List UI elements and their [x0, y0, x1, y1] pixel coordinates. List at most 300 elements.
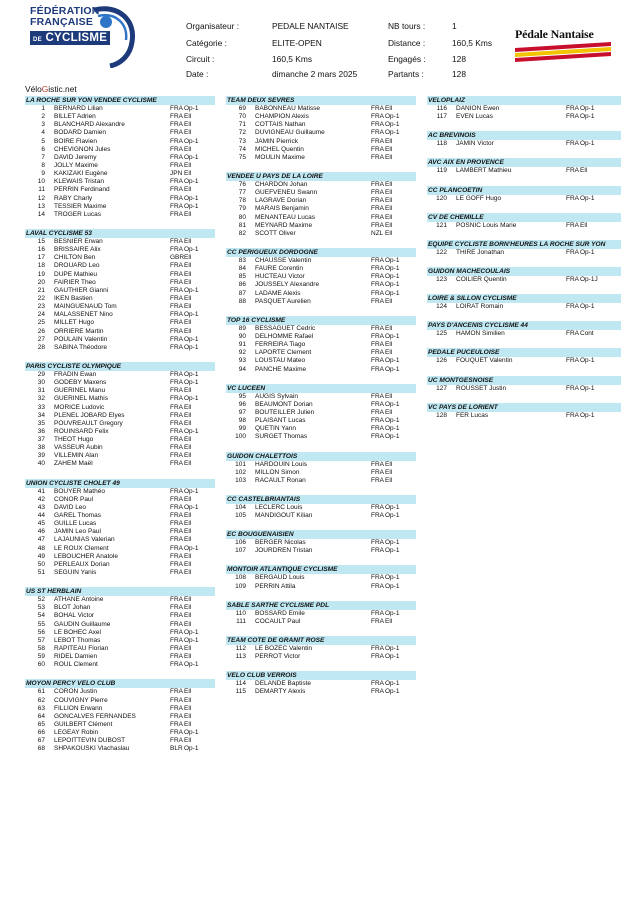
rider-number: 87 — [238, 289, 246, 297]
rider-name: COTTAIS Nathan — [255, 121, 306, 129]
rider-number: 61 — [37, 688, 45, 696]
rider-category: Ell — [385, 221, 393, 229]
rider-name: COUVIGNY Pierre — [54, 696, 108, 704]
rider-name: MENANTEAU Lucas — [255, 213, 315, 221]
team-name: UNION CYCLISTE CHOLET 49 — [25, 479, 215, 488]
rider-name: HARDOUIN Louis — [255, 460, 308, 468]
rider-category: Op-1 — [385, 503, 400, 511]
team-block — [25, 679, 215, 753]
rider-category: Cont — [580, 330, 594, 338]
rider-row — [25, 420, 215, 428]
rider-number: 93 — [238, 357, 246, 365]
rider-category: Op-1 — [184, 661, 199, 669]
rider-row — [25, 528, 215, 536]
rider-name: GAUTHIER Gianni — [54, 286, 109, 294]
rider-name: DANION Ewen — [456, 105, 500, 112]
rider-category: Ell — [184, 512, 192, 520]
team-block — [226, 565, 416, 590]
rider-nationality: FRA — [170, 270, 183, 278]
rider-nationality: FRA — [170, 528, 183, 536]
rider-row — [25, 311, 215, 319]
rider-row — [226, 393, 416, 401]
rider-category: Ell — [580, 221, 588, 229]
rider-name: JAMIN Leo Paul — [54, 528, 101, 536]
rider-name: COCAULT Paul — [255, 617, 301, 625]
team-name: VC LUCEEN — [226, 384, 416, 393]
rider-category: Ell — [184, 436, 192, 444]
rider-nationality: FRA — [566, 113, 579, 121]
rider-nationality: FRA — [371, 547, 384, 555]
rider-number: 33 — [37, 403, 45, 411]
rider-nationality: FRA — [170, 335, 183, 343]
entries-value: 128 — [452, 54, 466, 64]
rider-category: Op-1 — [184, 311, 199, 319]
rider-nationality: FRA — [566, 140, 579, 148]
rider-number: 57 — [37, 636, 45, 644]
team-block — [427, 96, 621, 121]
rider-category: Op-1 — [385, 653, 400, 661]
rider-nationality: FRA — [170, 278, 183, 286]
rider-category: Op-1 — [184, 503, 199, 511]
rider-name: MOULIN Maxime — [255, 153, 305, 161]
rider-category: Op-1 — [580, 384, 595, 392]
rider-category: Ell — [184, 210, 192, 218]
rider-row — [226, 401, 416, 409]
rider-category: Ell — [184, 560, 192, 568]
rider-category: Ell — [385, 213, 393, 221]
rider-nationality: FRA — [371, 433, 384, 441]
rider-number: 107 — [235, 547, 246, 555]
rider-name: GUEFVENEU Swann — [255, 189, 318, 197]
header — [0, 0, 635, 82]
rider-row — [427, 249, 621, 257]
rider-nationality: FRA — [170, 419, 183, 427]
rider-row — [226, 539, 416, 547]
rider-name: LEGEAY Robin — [54, 729, 99, 737]
rider-name: GONCALVES FERNANDES — [54, 712, 136, 720]
laps-label: NB tours : — [388, 21, 426, 31]
rider-name: LE GOFF Hugo — [456, 194, 502, 202]
rider-name: QUETIN Yann — [255, 425, 296, 433]
rider-name: POULAIN Valentin — [54, 335, 108, 343]
team-block — [427, 158, 621, 175]
rider-name: GAREL Thomas — [54, 512, 101, 520]
rider-name: LAJAUNIAS Valerian — [54, 536, 115, 544]
rider-name: MICHEL Quentin — [255, 145, 304, 153]
rider-category: Op-1 — [184, 246, 199, 254]
rider-number: 97 — [238, 408, 246, 416]
rider-number: 67 — [37, 737, 45, 745]
rider-category: Op-1 — [184, 544, 199, 552]
rider-category: Op-1 — [385, 680, 400, 688]
rider-nationality: FRA — [170, 294, 183, 302]
team-block — [427, 348, 621, 365]
rider-nationality: FRA — [371, 468, 384, 476]
rider-nationality: FRA — [371, 680, 384, 688]
rider-number: 112 — [235, 645, 246, 653]
rider-number: 94 — [238, 365, 246, 373]
rider-row — [25, 504, 215, 512]
team-block — [226, 495, 416, 520]
rider-number: 7 — [41, 153, 45, 161]
rider-category: Ell — [184, 294, 192, 302]
rider-nationality: FRA — [170, 286, 183, 294]
rider-name: JOUSSELY Alexandre — [255, 281, 320, 289]
rider-row — [226, 574, 416, 582]
rider-name: LE BOZEC Valentin — [255, 645, 312, 653]
rider-row — [25, 737, 215, 745]
rider-category: Op-1 — [184, 427, 199, 435]
rider-row — [427, 276, 621, 284]
rider-nationality: FRA — [170, 661, 183, 669]
rider-name: THIRE Jonathan — [456, 248, 505, 256]
category-value: ELITE-OPEN — [272, 38, 322, 48]
rider-number: 55 — [37, 620, 45, 628]
rider-name: BESNIER Erwan — [54, 237, 103, 245]
rider-number: 109 — [235, 582, 246, 590]
rider-row — [25, 186, 215, 194]
rider-row — [25, 705, 215, 713]
rider-name: JAMIN Victor — [456, 140, 494, 148]
rider-nationality: FRA — [371, 265, 384, 273]
rider-row — [226, 146, 416, 154]
team-name: VELO CLUB VERROIS — [226, 671, 416, 680]
rider-name: CHEVIGNON Jules — [54, 145, 111, 153]
rider-name: BLANCHARD Alexandre — [54, 121, 125, 129]
rider-name: BESSAGUET Cedric — [255, 324, 316, 332]
rider-row — [25, 146, 215, 154]
rider-nationality: FRA — [170, 129, 183, 137]
rider-number: 124 — [436, 303, 447, 311]
rider-row — [226, 113, 416, 121]
rider-name: KAKIZAKI Eugène — [54, 170, 108, 178]
rider-number: 66 — [37, 729, 45, 737]
rider-nationality: FRA — [170, 387, 183, 395]
rider-row — [25, 745, 215, 753]
rider-row — [25, 436, 215, 444]
rider-name: HUCTEAU Victor — [255, 273, 305, 281]
rider-row — [25, 162, 215, 170]
rider-row — [226, 298, 416, 306]
rider-category: Op-1 — [580, 194, 595, 202]
rider-category: Op-1 — [184, 343, 199, 351]
rider-number: 28 — [37, 343, 45, 351]
rider-row — [25, 520, 215, 528]
rider-name: ROUSSET Justin — [456, 384, 507, 392]
rider-row — [25, 379, 215, 387]
rider-nationality: FRA — [170, 379, 183, 387]
rider-row — [427, 330, 621, 338]
rider-number: 23 — [37, 303, 45, 311]
rider-category: Ell — [184, 604, 192, 612]
rider-row — [25, 279, 215, 287]
rider-name: BEAUMONT Dorian — [255, 400, 313, 408]
rider-name: CORON Justin — [54, 688, 97, 696]
organizer-label: Organisateur : — [186, 21, 240, 31]
rider-nationality: FRA — [566, 411, 579, 419]
rider-category: Ell — [385, 137, 393, 145]
rider-category: Ell — [184, 327, 192, 335]
rider-nationality: FRA — [371, 332, 384, 340]
rider-nationality: FRA — [566, 248, 579, 256]
rider-row — [226, 205, 416, 213]
rider-name: CHILTON Ben — [54, 254, 96, 262]
rider-nationality: FRA — [371, 460, 384, 468]
rider-row — [25, 328, 215, 336]
rider-number: 125 — [436, 330, 447, 338]
rider-name: MARAIS Benjamin — [255, 205, 309, 213]
ffc-logo-cyclisme: CYCLISME — [45, 32, 108, 44]
rider-name: LAGRAVE Dorian — [255, 197, 307, 205]
team-block — [25, 362, 215, 469]
rider-row — [25, 178, 215, 186]
rider-name: PANCHE Maxime — [255, 365, 307, 373]
rider-row — [226, 469, 416, 477]
rider-category: Ell — [385, 197, 393, 205]
rider-row — [25, 596, 215, 604]
distance-label: Distance : — [388, 38, 426, 48]
team-block — [427, 186, 621, 203]
rider-number: 49 — [37, 552, 45, 560]
rider-number: 4 — [41, 129, 45, 137]
rider-nationality: FRA — [170, 452, 183, 460]
credit-suffix: istic.net — [48, 84, 77, 94]
starters-value: 128 — [452, 69, 466, 79]
rider-nationality: FRA — [170, 512, 183, 520]
rider-number: 73 — [238, 137, 246, 145]
rider-name: POSNIC Louis Marie — [456, 221, 517, 229]
rider-category: Ell — [184, 129, 192, 137]
column-1 — [25, 96, 215, 764]
date-value: dimanche 2 mars 2025 — [272, 69, 358, 79]
rider-category: Ell — [385, 229, 393, 237]
rider-category: Ell — [184, 262, 192, 270]
rider-nationality: FRA — [170, 612, 183, 620]
rider-name: BOIRE Flavien — [54, 137, 97, 145]
rider-nationality: FRA — [371, 653, 384, 661]
rider-name: POUVREAULT Gregory — [54, 419, 123, 427]
rider-nationality: FRA — [371, 105, 384, 112]
rider-category: Op-1 — [385, 265, 400, 273]
rider-name: SABINA Théodore — [54, 343, 107, 351]
rider-number: 76 — [238, 180, 246, 188]
rider-nationality: FRA — [170, 729, 183, 737]
rider-category: Op-1 — [184, 395, 199, 403]
rider-category: Op-1 — [184, 729, 199, 737]
rider-name: JOLLY Maxime — [54, 161, 98, 169]
team-block — [427, 321, 621, 338]
rider-row — [226, 477, 416, 485]
laps-value: 1 — [452, 21, 457, 31]
rider-name: BOUTEILLER Julien — [255, 408, 315, 416]
rider-name: BERGAUD Louis — [255, 574, 305, 582]
rider-number: 58 — [37, 645, 45, 653]
rider-nationality: FRA — [371, 476, 384, 484]
rider-row — [25, 512, 215, 520]
rider-category: Ell — [184, 536, 192, 544]
rider-category: Ell — [385, 180, 393, 188]
rider-category: Op-1 — [385, 582, 400, 590]
rider-name: VASSEUR Aubin — [54, 444, 103, 452]
rider-row — [226, 688, 416, 696]
rider-name: PASQUET Aurelien — [255, 297, 311, 305]
rider-number: 128 — [436, 411, 447, 419]
rider-category: Op-1 — [385, 574, 400, 582]
rider-nationality: FRA — [170, 246, 183, 254]
rider-number: 126 — [436, 357, 447, 365]
rider-row — [226, 610, 416, 618]
rider-nationality: FRA — [170, 495, 183, 503]
rider-name: DEMARTY Alexis — [255, 688, 306, 696]
rider-category: Op-1 — [385, 365, 400, 373]
rider-number: 22 — [37, 294, 45, 302]
rider-category: Ell — [184, 444, 192, 452]
rider-nationality: FRA — [371, 365, 384, 373]
rider-row — [226, 257, 416, 265]
rider-nationality: FRA — [371, 113, 384, 121]
rider-category: Ell — [184, 460, 192, 468]
rider-number: 42 — [37, 495, 45, 503]
rider-category: Ell — [385, 205, 393, 213]
team-block — [226, 671, 416, 696]
team-block — [25, 229, 215, 352]
rider-number: 21 — [37, 286, 45, 294]
rider-number: 39 — [37, 452, 45, 460]
rider-number: 25 — [37, 319, 45, 327]
rider-category: Ell — [184, 612, 192, 620]
rider-name: DELANDE Baptiste — [255, 680, 311, 688]
rider-name: DAVID Jeremy — [54, 153, 97, 161]
rider-category: Ell — [184, 186, 192, 194]
rider-number: 6 — [41, 145, 45, 153]
rider-nationality: FRA — [170, 628, 183, 636]
rider-category: Ell — [184, 520, 192, 528]
rider-nationality: FRA — [371, 349, 384, 357]
rider-number: 68 — [37, 745, 45, 753]
rider-number: 10 — [37, 178, 45, 186]
rider-name: LOIRAT Romain — [456, 303, 504, 311]
rider-name: THEOT Hugo — [54, 436, 94, 444]
rider-row — [25, 303, 215, 311]
ffc-logo-line2: FRANÇAISE — [30, 16, 94, 28]
rider-number: 91 — [238, 341, 246, 349]
rider-category: Ell — [184, 653, 192, 661]
rider-nationality: FRA — [170, 444, 183, 452]
rider-row — [25, 105, 215, 113]
rider-nationality: FRA — [371, 189, 384, 197]
rider-nationality: FRA — [371, 574, 384, 582]
rider-name: MORICE Ludovic — [54, 403, 105, 411]
rider-category: Ell — [184, 704, 192, 712]
rider-nationality: FRA — [170, 178, 183, 186]
rider-name: DELHOMME Rafael — [255, 332, 314, 340]
rider-number: 31 — [37, 387, 45, 395]
rider-name: LADAME Alexis — [255, 289, 301, 297]
rider-nationality: FRA — [170, 145, 183, 153]
team-block — [226, 601, 416, 626]
rider-name: ZAHEM Maël — [54, 460, 93, 468]
rider-nationality: FRA — [170, 721, 183, 728]
rider-number: 101 — [235, 460, 246, 468]
rider-number: 86 — [238, 281, 246, 289]
team-block — [226, 636, 416, 661]
rider-name: FOUQUET Valentin — [456, 357, 513, 365]
rider-number: 85 — [238, 273, 246, 281]
rider-row — [226, 121, 416, 129]
rider-category: Ell — [385, 408, 393, 416]
rider-number: 41 — [37, 487, 45, 495]
column-2 — [226, 96, 416, 707]
rider-nationality: FRA — [170, 411, 183, 419]
rider-number: 82 — [238, 229, 246, 237]
rider-category: Op-1 — [184, 202, 199, 210]
rider-nationality: FRA — [170, 210, 183, 218]
rider-nationality: FRA — [371, 180, 384, 188]
rider-nationality: NZL — [371, 229, 384, 237]
rider-row — [25, 113, 215, 121]
rider-name: GUILBERT Clément — [54, 721, 113, 728]
rider-category: Op-1 — [385, 273, 400, 281]
rider-number: 1 — [41, 105, 45, 112]
rider-number: 105 — [235, 512, 246, 520]
rider-category: Op-1 — [385, 609, 400, 617]
rider-row — [25, 661, 215, 669]
rider-category: Op-1 — [385, 645, 400, 653]
rider-number: 14 — [37, 210, 45, 218]
rider-number: 13 — [37, 202, 45, 210]
rider-number: 70 — [238, 113, 246, 121]
rider-name: MEYNARD Maxime — [255, 221, 313, 229]
rider-row — [25, 444, 215, 452]
rider-number: 90 — [238, 332, 246, 340]
team-name: CC CASTELBRIANTAIS — [226, 495, 416, 504]
rider-name: CONOR Paul — [54, 495, 94, 503]
date-label: Date : — [186, 69, 209, 79]
rider-nationality: FRA — [170, 653, 183, 661]
rider-nationality: FRA — [170, 696, 183, 704]
rider-category: Ell — [184, 145, 192, 153]
rider-row — [25, 404, 215, 412]
rider-name: DUPE Mathieu — [54, 270, 97, 278]
team-name: GUIDON MACHECOULAIS — [427, 267, 621, 276]
rider-row — [25, 637, 215, 645]
rider-number: 75 — [238, 153, 246, 161]
rider-category: Ell — [184, 596, 192, 604]
rider-nationality: FRA — [566, 105, 579, 112]
rider-name: SEGUIN Yanis — [54, 569, 97, 577]
rider-name: HAMON Similien — [456, 330, 505, 338]
rider-row — [226, 341, 416, 349]
rider-category: Op-1 — [580, 248, 595, 256]
rider-number: 119 — [436, 167, 447, 175]
rider-row — [25, 246, 215, 254]
ffc-logo — [30, 6, 130, 64]
team-name: EC BOUGUENAISIEN — [226, 530, 416, 539]
rider-number: 3 — [41, 121, 45, 129]
rider-row — [226, 138, 416, 146]
rider-row — [25, 121, 215, 129]
rider-nationality: FRA — [170, 113, 183, 121]
rider-nationality: FRA — [371, 221, 384, 229]
team-name: VELOPLAIZ — [427, 96, 621, 105]
rider-number: 30 — [37, 379, 45, 387]
pedale-nantaise-logo-text: Pédale Nantaise — [515, 27, 594, 41]
rider-nationality: FRA — [170, 303, 183, 311]
team-name: LOIRE & SILLON CYCLISME — [427, 294, 621, 303]
rider-name: RIDEL Damien — [54, 653, 98, 661]
rider-nationality: FRA — [170, 636, 183, 644]
rider-category: Op-1 — [385, 539, 400, 547]
